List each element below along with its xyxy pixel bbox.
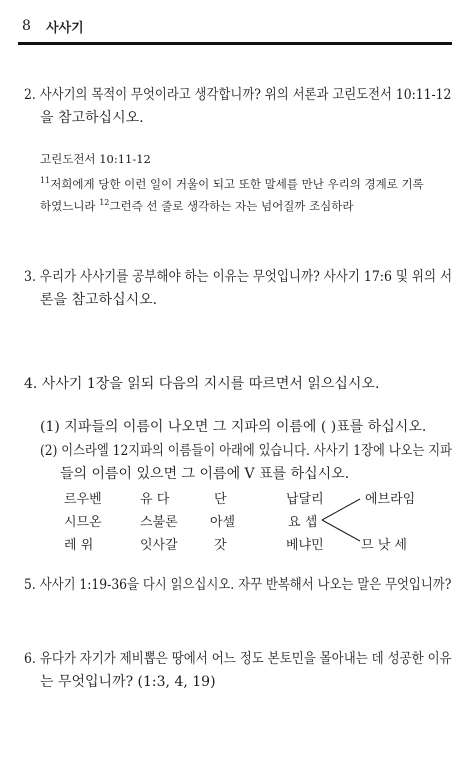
- tribe-judah: 유 다: [140, 492, 170, 507]
- question-3-line-2: 론을 참고하십시오.: [40, 292, 158, 308]
- tribe-ephraim: 에브라임: [365, 492, 416, 507]
- verse-number-12: 12: [99, 198, 110, 207]
- tribe-benjamin: 베냐민: [286, 538, 324, 553]
- page-number: 8: [22, 18, 31, 34]
- tribe-gad: 갓: [214, 538, 227, 553]
- question-5-line-1: 5. 사사기 1:19-36을 다시 읽으십시오. 자꾸 반복해서 나오는 말은 무엇입니까?: [24, 577, 452, 593]
- tribe-naphtali: 납달리: [286, 492, 324, 507]
- tribe-zebulun: 스불론: [140, 515, 178, 530]
- tribe-issachar: 잇사갈: [140, 538, 178, 553]
- question-3-line-1: 3. 우리가 사사기를 공부해야 하는 이유는 무엇입니까? 사사기 17:6 및 위의 서: [24, 269, 453, 285]
- verse-number-11: 11: [40, 176, 51, 185]
- tribe-asher: 아셀: [210, 515, 236, 530]
- tribe-simeon: 시므온: [64, 515, 102, 530]
- quote-line-1-text: 저희에게 당한 이런 일이 거울이 되고 또한 말세를 만난 우리의 경계로 기록: [50, 177, 424, 191]
- question-6-line-1: 6. 유다가 자기가 제비뽑은 땅에서 어느 정도 본토민을 몰아내는 데 성공한 이유: [24, 651, 452, 667]
- tribe-reuben: 르우벤: [64, 492, 102, 507]
- quote-line-2-start: 하였느니라: [40, 199, 96, 213]
- quote-reference: 고린도전서 10:11-12: [40, 152, 151, 166]
- running-header-title: 사사기: [46, 21, 84, 36]
- question-6-line-2: 는 무엇입니까? (1:3, 4, 19): [40, 674, 216, 690]
- tribe-dan: 단: [214, 492, 227, 507]
- quote-line-2-text: 그런즉 선 줄로 생각하는 자는 넘어질까 조심하라: [109, 199, 354, 213]
- tribe-manasseh: 므 낫 세: [361, 538, 407, 553]
- question-2-line-1: 2. 사사기의 목적이 무엇이라고 생각합니까? 위의 서론과 고린도전서 10:11-12: [24, 87, 452, 103]
- question-2-line-2: 을 참고하십시오.: [40, 110, 144, 126]
- question-4-item-2-line-2: 들의 이름이 있으면 그 이름에 V 표를 하십시오.: [60, 466, 350, 482]
- question-4-item-1: (1) 지파들의 이름이 나오면 그 지파의 이름에 ( )표를 하십시오.: [40, 419, 427, 435]
- question-4-line-1: 4. 사사기 1장을 읽되 다음의 지시를 따르면서 읽으십시오.: [24, 376, 380, 392]
- tribe-joseph: 요 셉: [288, 515, 318, 530]
- question-4-item-2-line-1: (2) 이스라엘 12지파의 이름들이 아래에 있습니다. 사사기 1장에 나오는 지파: [40, 443, 452, 459]
- tribe-levi: 레 위: [64, 538, 94, 553]
